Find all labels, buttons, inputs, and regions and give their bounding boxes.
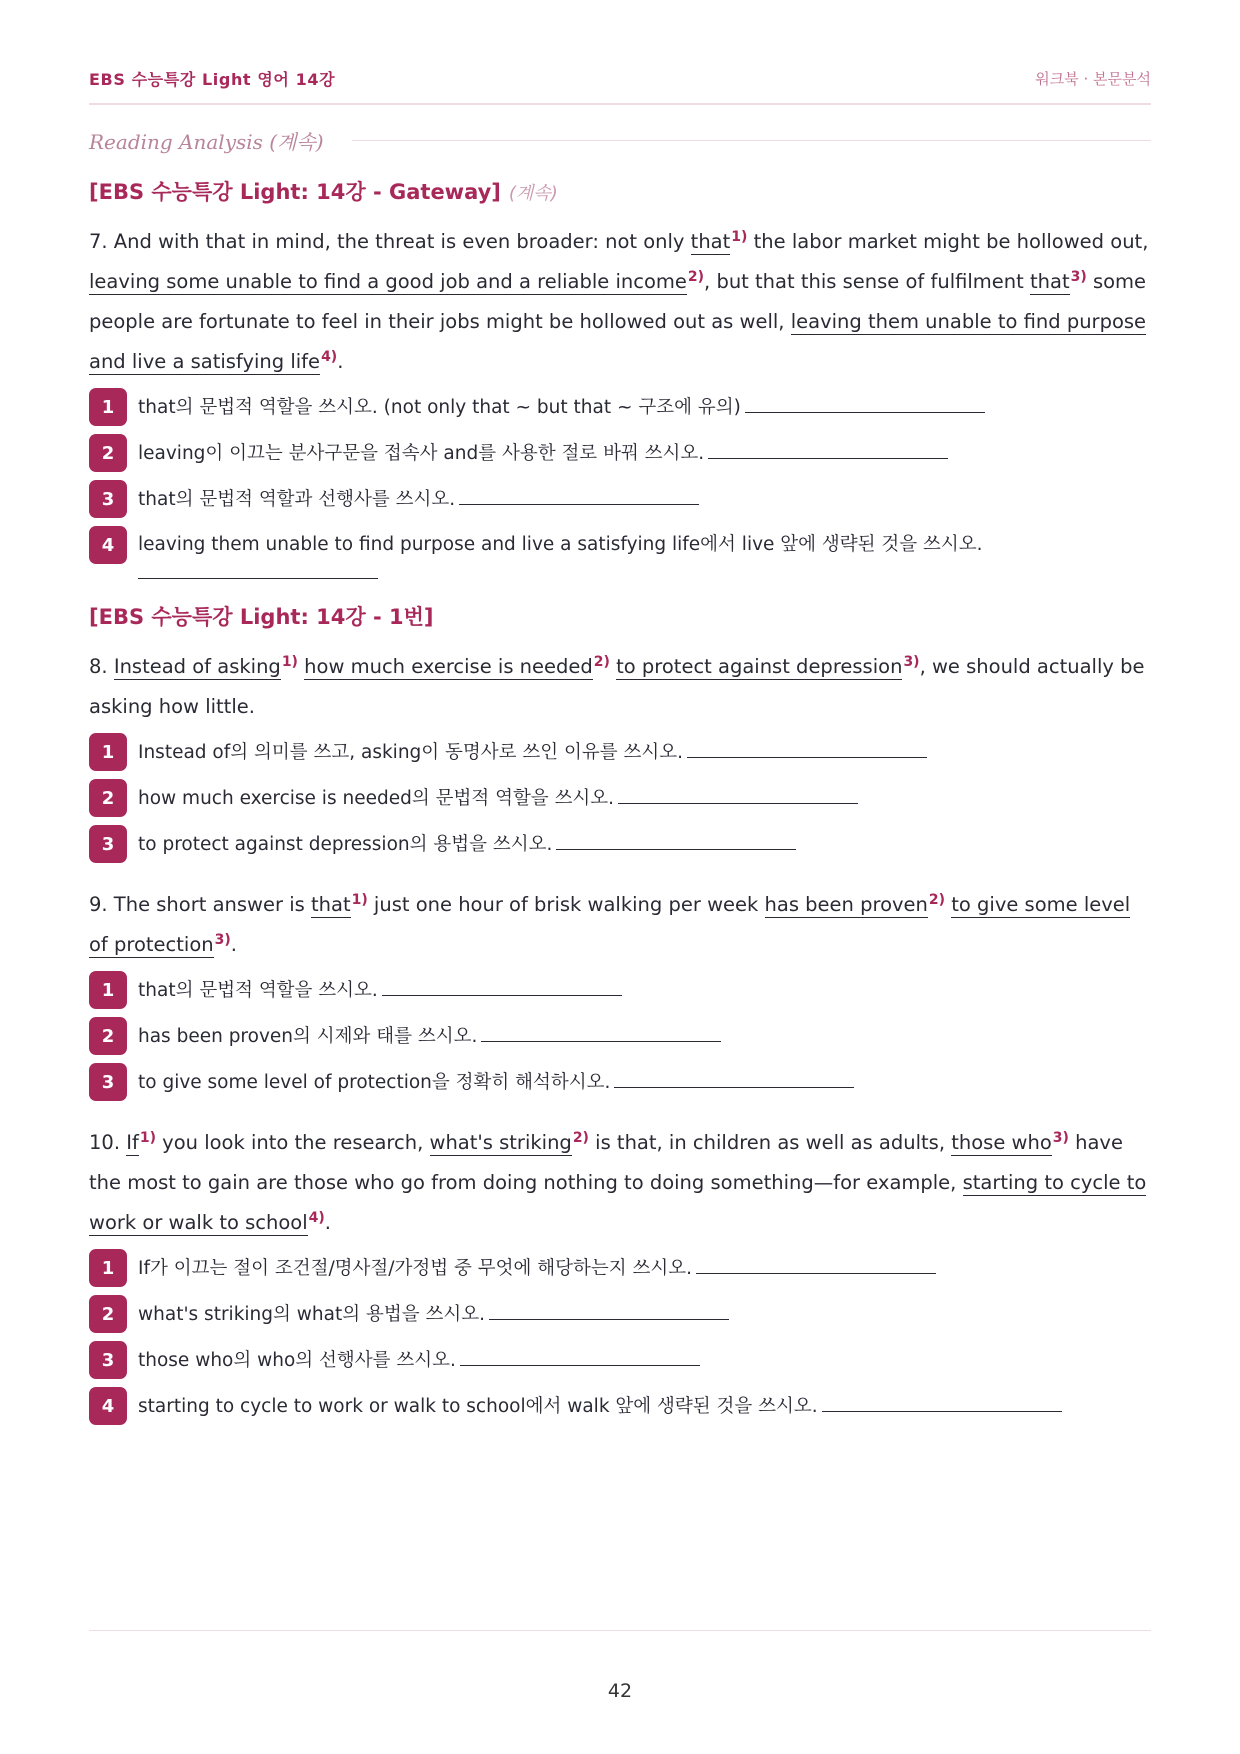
- source-label-text: [EBS 수능특강 Light: 14강 - 1번]: [89, 605, 434, 629]
- passage-text: [89, 885, 1151, 965]
- question-text: that의 문법적 역할을 쓰시오. (not only that ~ but that ~ 구조에 유의): [138, 397, 741, 418]
- content-area: [89, 176, 1151, 1447]
- question-text: has been proven의 시제와 태를 쓰시오.: [138, 1026, 478, 1047]
- question-number-badge: 1: [89, 388, 127, 426]
- section-title-rule: [352, 140, 1151, 141]
- question-text: to protect against depression의 용법을 쓰시오.: [138, 834, 553, 855]
- question-text: that의 문법적 역할을 쓰시오.: [138, 980, 378, 1001]
- question-marker: 3): [1070, 268, 1087, 285]
- question-text: what's striking의 what의 용법을 쓰시오.: [138, 1304, 485, 1325]
- passage-segment: some people are fortunate to feel in their jobs might be hollowed out as well,: [89, 270, 1147, 333]
- question-number-badge: 3: [89, 825, 127, 863]
- header-section-name: 워크북 · 본문분석: [1035, 69, 1151, 88]
- question-list: [89, 390, 1151, 579]
- question-marker: 1): [351, 891, 368, 908]
- source-label-note: (계속): [508, 183, 558, 204]
- question-item: [89, 482, 1151, 518]
- question-prompt: [138, 436, 1151, 471]
- passage-block: [89, 1123, 1151, 1425]
- underlined-phrase: to give some level of protection: [89, 893, 1131, 956]
- header-book-title: EBS 수능특강 Light 영어 14강: [89, 69, 336, 89]
- question-number-badge: 4: [89, 1387, 127, 1425]
- passage-segment: 7. And with that in mind, the threat is even broader: not only: [89, 230, 691, 253]
- question-item: [89, 1389, 1151, 1425]
- question-marker: 2): [572, 1129, 589, 1146]
- underlined-phrase: leaving some unable to find a good job and a reliable income: [89, 270, 687, 293]
- question-item: [89, 390, 1151, 426]
- underlined-phrase: starting to cycle to work or walk to school: [89, 1171, 1147, 1234]
- answer-blank[interactable]: [745, 390, 985, 413]
- answer-blank[interactable]: [382, 973, 622, 996]
- question-marker: 4): [308, 1209, 325, 1226]
- passage-block: [89, 601, 1151, 863]
- question-prompt: [138, 1251, 1151, 1286]
- passage-block: [89, 176, 1151, 579]
- question-list: [89, 973, 1151, 1101]
- answer-blank[interactable]: [460, 1343, 700, 1366]
- question-prompt: [138, 482, 1151, 517]
- passage-segment: 8.: [89, 655, 114, 678]
- question-item: [89, 1297, 1151, 1333]
- underlined-phrase: leaving them unable to find purpose and live a satisfying life: [89, 310, 1147, 373]
- passage-text: [89, 647, 1151, 727]
- question-text: to give some level of protection을 정확히 해석하시오.: [138, 1072, 611, 1093]
- question-prompt: [138, 781, 1151, 816]
- question-prompt: [138, 390, 1151, 425]
- answer-blank[interactable]: [481, 1019, 721, 1042]
- question-number-badge: 4: [89, 526, 127, 564]
- question-prompt: [138, 735, 1151, 770]
- answer-blank[interactable]: [459, 482, 699, 505]
- question-list: [89, 735, 1151, 863]
- question-item: [89, 735, 1151, 771]
- question-text: If가 이끄는 절이 조건절/명사절/가정법 중 무엇에 해당하는지 쓰시오.: [138, 1258, 692, 1279]
- underlined-phrase: to protect against depression: [616, 655, 903, 678]
- question-text: those who의 who의 선행사를 쓰시오.: [138, 1350, 456, 1371]
- underlined-phrase: Instead of asking: [113, 655, 281, 678]
- question-marker: 3): [903, 653, 920, 670]
- question-number-badge: 2: [89, 434, 127, 472]
- answer-blank[interactable]: [822, 1389, 1062, 1412]
- underlined-phrase: what's striking: [429, 1131, 572, 1154]
- underlined-phrase: that: [1030, 270, 1070, 293]
- question-item: [89, 827, 1151, 863]
- question-prompt: [138, 973, 1151, 1008]
- question-item: [89, 1019, 1151, 1055]
- passage-segment: 9. The short answer is: [89, 893, 311, 916]
- question-number-badge: 1: [89, 1249, 127, 1287]
- answer-blank[interactable]: [687, 735, 927, 758]
- underlined-phrase: that: [690, 230, 731, 253]
- answer-blank[interactable]: [708, 436, 948, 459]
- passage-segment: , we should actually be asking how little.: [89, 655, 1145, 718]
- section-title: Reading Analysis (계속): [89, 130, 324, 154]
- question-prompt: [138, 1065, 1151, 1100]
- question-item: [89, 1065, 1151, 1101]
- workbook-page: [89, 0, 1151, 1754]
- footer-divider: [89, 1630, 1151, 1631]
- passage-segment: .: [337, 350, 344, 373]
- question-prompt: [138, 1343, 1151, 1378]
- question-item: [89, 528, 1151, 579]
- question-prompt: [138, 1297, 1151, 1332]
- question-number-badge: 3: [89, 1341, 127, 1379]
- source-label-text: [EBS 수능특강 Light: 14강 - Gateway]: [89, 180, 501, 204]
- question-text: Instead of의 의미를 쓰고, asking이 동명사로 쓰인 이유를 쓰시오.: [138, 742, 684, 763]
- question-marker: 1): [139, 1129, 156, 1146]
- question-number-badge: 2: [89, 1017, 127, 1055]
- passage-segment: , but that this sense of fulfilment: [704, 270, 1031, 293]
- passage-segment: .: [230, 933, 237, 956]
- source-label: [89, 176, 1151, 206]
- underlined-phrase: how much exercise is needed: [304, 655, 593, 678]
- passage-segment: is that, in children as well as adults,: [588, 1131, 952, 1154]
- section-heading: [89, 126, 1151, 155]
- question-text: how much exercise is needed의 문법적 역할을 쓰시오.: [138, 788, 615, 809]
- question-text: that의 문법적 역할과 선행사를 쓰시오.: [138, 489, 456, 510]
- answer-blank[interactable]: [556, 827, 796, 850]
- passage-segment: .: [324, 1211, 331, 1234]
- question-marker: 4): [321, 348, 338, 365]
- header-divider: [89, 103, 1151, 105]
- underlined-phrase: that: [310, 893, 351, 916]
- question-item: [89, 1251, 1151, 1287]
- passage-text: [89, 222, 1151, 382]
- question-list: [89, 1251, 1151, 1425]
- question-prompt: [138, 1389, 1151, 1424]
- underlined-phrase: has been proven: [764, 893, 928, 916]
- underlined-phrase: If: [126, 1131, 139, 1154]
- question-marker: 2): [928, 891, 946, 908]
- question-marker: 2): [593, 653, 610, 670]
- question-marker: 3): [1052, 1129, 1069, 1146]
- source-label: [89, 601, 1151, 631]
- question-item: [89, 436, 1151, 472]
- answer-blank[interactable]: [138, 566, 378, 579]
- question-text: leaving이 이끄는 분사구문을 접속사 and를 사용한 절로 바꿔 쓰시오.: [138, 443, 705, 464]
- question-prompt: [138, 827, 1151, 862]
- question-text: leaving them unable to find purpose and live a satisfying life에서 live 앞에 생략된 것을 쓰시오.: [138, 534, 983, 555]
- question-number-badge: 3: [89, 1063, 127, 1101]
- question-number-badge: 2: [89, 779, 127, 817]
- question-marker: 1): [731, 228, 748, 245]
- page-header: [89, 66, 1151, 90]
- question-marker: 3): [214, 931, 231, 948]
- question-number-badge: 1: [89, 971, 127, 1009]
- question-item: [89, 1343, 1151, 1379]
- question-prompt: [138, 1019, 1151, 1054]
- question-item: [89, 973, 1151, 1009]
- passage-text: [89, 1123, 1151, 1243]
- passage-segment: you look into the research,: [155, 1131, 430, 1154]
- passage-segment: just one hour of brisk walking per week: [367, 893, 765, 916]
- answer-blank[interactable]: [489, 1297, 729, 1320]
- question-text: starting to cycle to work or walk to school에서 walk 앞에 생략된 것을 쓰시오.: [138, 1396, 818, 1417]
- passage-segment: have the most to gain are those who go from doing nothing to doing something—for example,: [89, 1131, 1123, 1194]
- underlined-phrase: those who: [951, 1131, 1052, 1154]
- question-marker: 1): [281, 653, 298, 670]
- passage-segment: the labor market might be hollowed out,: [747, 230, 1149, 253]
- passage-segment: 10.: [89, 1131, 127, 1154]
- answer-blank[interactable]: [614, 1065, 854, 1088]
- question-item: [89, 781, 1151, 817]
- page-number: 42: [607, 1680, 633, 1702]
- question-number-badge: 2: [89, 1295, 127, 1333]
- answer-blank[interactable]: [618, 781, 858, 804]
- passage-block: [89, 885, 1151, 1101]
- question-marker: 2): [687, 268, 705, 285]
- answer-blank[interactable]: [696, 1251, 936, 1274]
- question-prompt: [138, 528, 1151, 579]
- question-number-badge: 1: [89, 733, 127, 771]
- question-number-badge: 3: [89, 480, 127, 518]
